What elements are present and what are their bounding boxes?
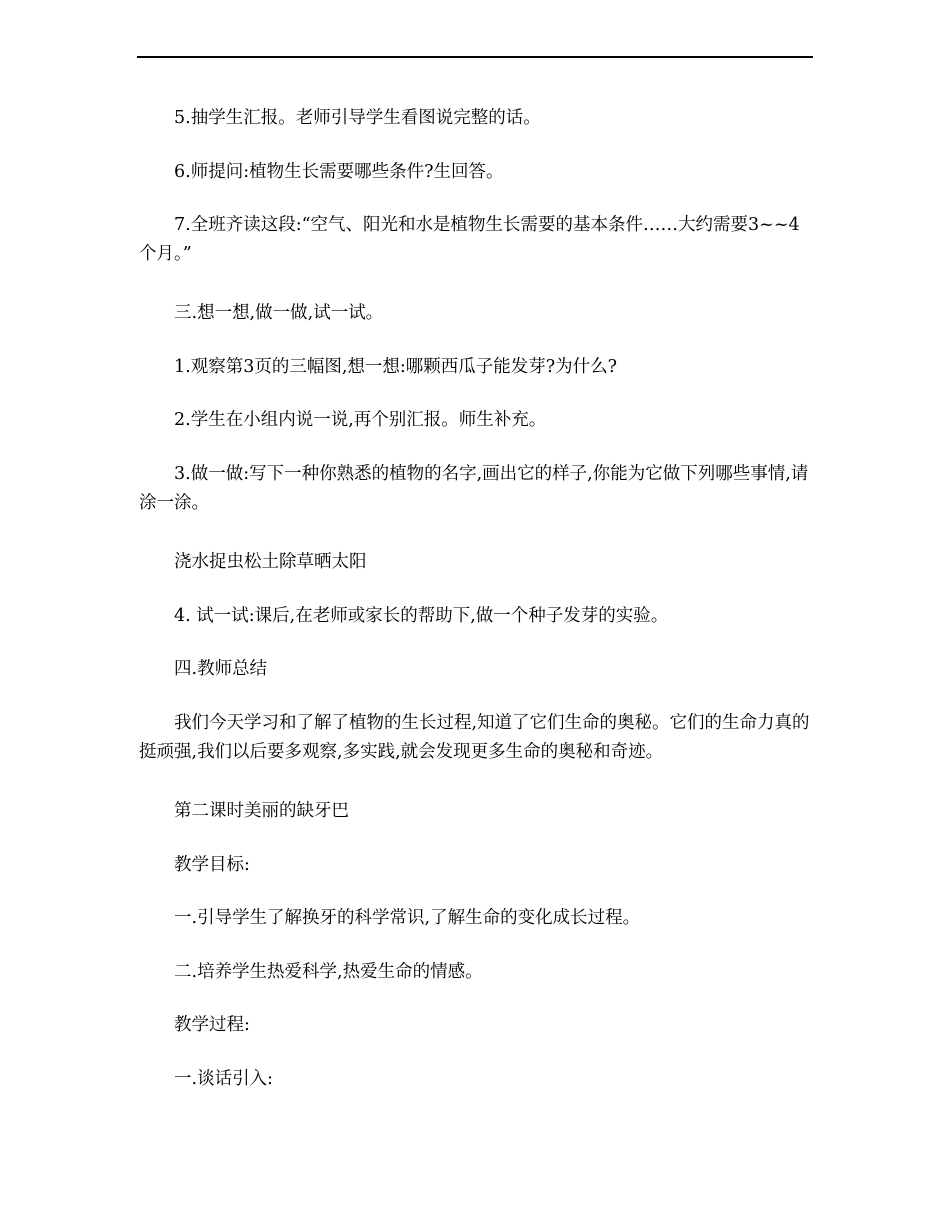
paragraph: 7.全班齐读这段:“空气、阳光和水是植物生长需要的基本条件……大约需要3~~4个月。” [139, 215, 800, 264]
section-heading: 教学过程: [174, 1015, 250, 1035]
paragraph: 三.想一想,做一做,试一试。 [174, 303, 384, 323]
paragraph: 浇水捉虫松土除草晒太阳 [174, 552, 367, 572]
paragraph: 二.培养学生热爱科学,热爱生命的情感。 [174, 962, 483, 982]
paragraph: 一.引导学生了解换牙的科学常识,了解生命的变化成长过程。 [174, 908, 641, 928]
paragraph: 4. 试一试:课后,在老师或家长的帮助下,做一个种子发芽的实验。 [174, 606, 669, 626]
paragraph: 3.做一做:写下一种你熟悉的植物的名字,画出它的样子,你能为它做下列哪些事情,请涂一涂。 [139, 464, 809, 513]
lesson-title: 第二课时美丽的缺牙巴 [174, 801, 349, 821]
paragraph: 6.师提问:植物生长需要哪些条件?生回答。 [174, 162, 504, 182]
section-heading: 四.教师总结 [174, 659, 268, 679]
paragraph: 一.谈话引入: [174, 1069, 273, 1089]
paragraph: 2.学生在小组内说一说,再个别汇报。师生补充。 [174, 410, 547, 430]
paragraph: 1.观察第3页的三幅图,想一想:哪颗西瓜子能发芽?为什么? [174, 357, 618, 377]
paragraph: 我们今天学习和了解了植物的生长过程,知道了它们生命的奥秘。它们的生命力真的挺顽强,我们以后要多观察,多实践,就会发现更多生命的奥秘和奇迹。 [139, 713, 810, 762]
header-rule [137, 56, 813, 58]
section-heading: 教学目标: [174, 855, 250, 875]
paragraph: 5.抽学生汇报。老师引导学生看图说完整的话。 [174, 108, 541, 128]
